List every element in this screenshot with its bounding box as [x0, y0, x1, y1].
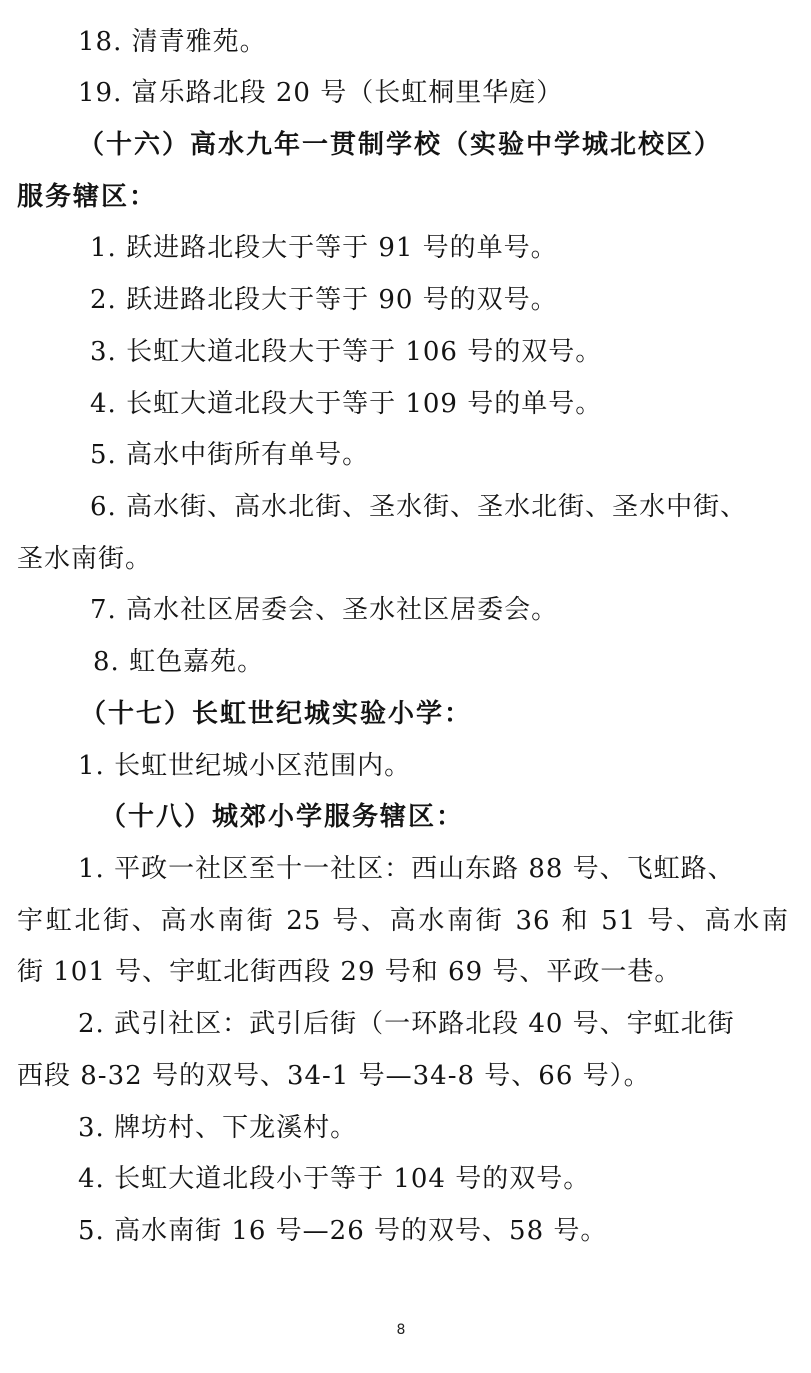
list-item-continuation: 街 101 号、宇虹北街西段 29 号和 69 号、平政一巷。: [17, 957, 682, 987]
list-item: 4. 长虹大道北段小于等于 104 号的双号。: [78, 1164, 591, 1194]
list-item: 8. 虹色嘉苑。: [93, 647, 265, 677]
list-item: 2. 武引社区：武引后街（一环路北段 40 号、宇虹北街: [78, 1009, 735, 1039]
list-item: 5. 高水中街所有单号。: [90, 440, 370, 470]
list-item: 5. 高水南街 16 号—26 号的双号、58 号。: [78, 1216, 608, 1246]
list-item: 3. 长虹大道北段大于等于 106 号的双号。: [90, 337, 603, 367]
list-item: 4. 长虹大道北段大于等于 109 号的单号。: [90, 389, 603, 419]
section-heading: （十七）长虹世纪城实验小学：: [80, 699, 473, 729]
list-item-continuation: 西段 8-32 号的双号、34-1 号—34-8 号、66 号）。: [17, 1061, 651, 1091]
list-item: 7. 高水社区居委会、圣水社区居委会。: [90, 595, 559, 625]
section-heading: （十六）高水九年一贯制学校（实验中学城北校区）: [78, 130, 723, 160]
list-item-continuation: 圣水南街。: [17, 544, 153, 574]
list-item: 2. 跃进路北段大于等于 90 号的双号。: [90, 285, 558, 315]
list-item-continuation: 宇虹北街、高水南街 25 号、高水南街 36 和 51 号、高水南: [17, 906, 789, 936]
list-item: 1. 长虹世纪城小区范围内。: [78, 751, 412, 781]
section-heading-continuation: 服务辖区：: [17, 182, 158, 212]
list-item: 18. 清青雅苑。: [78, 27, 267, 57]
list-item: 3. 牌坊村、下龙溪村。: [78, 1113, 358, 1143]
section-heading: （十八）城郊小学服务辖区：: [100, 802, 465, 832]
list-item: 19. 富乐路北段 20 号（长虹桐里华庭）: [78, 78, 564, 108]
page-number: 8: [396, 1322, 406, 1338]
list-item: 6. 高水街、高水北街、圣水街、圣水北街、圣水中街、: [90, 492, 748, 522]
list-item: 1. 平政一社区至十一社区：西山东路 88 号、飞虹路、: [78, 854, 735, 884]
list-item: 1. 跃进路北段大于等于 91 号的单号。: [90, 233, 558, 263]
